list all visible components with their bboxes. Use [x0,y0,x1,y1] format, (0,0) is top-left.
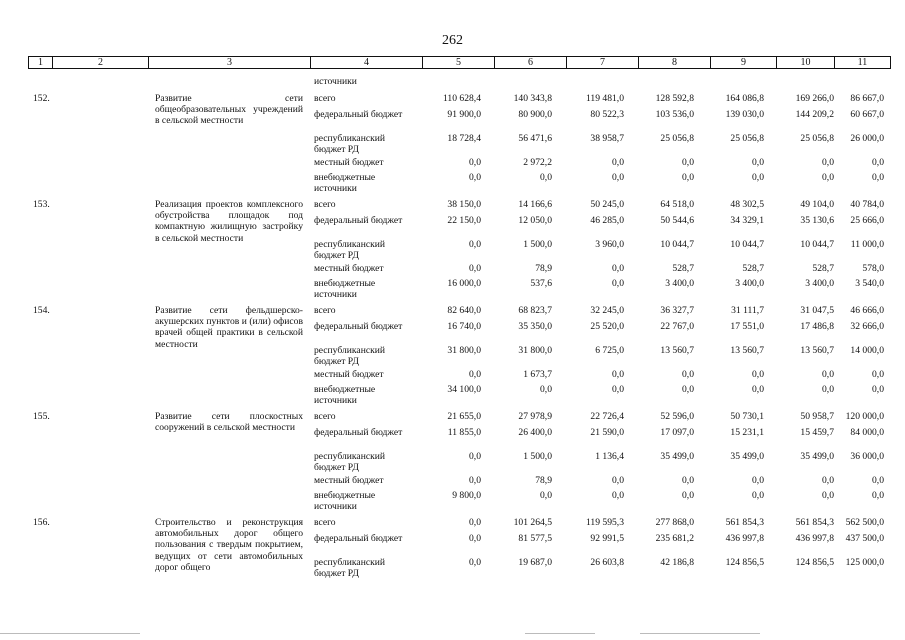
funding-source: республиканский бюджет РД [314,132,386,155]
value-cell: 12 050,0 [518,214,552,226]
value-cell: 0,0 [682,474,694,486]
value-cell: 1 500,0 [523,238,552,250]
value-cell: 84 000,0 [850,426,884,438]
funding-source: федеральный бюджет [314,532,403,544]
value-cell: 0,0 [469,532,481,544]
value-cell: 3 400,0 [665,278,694,289]
funding-source: федеральный бюджет [314,108,403,120]
value-cell: 25 056,8 [800,132,834,144]
value-cell: 0,0 [540,172,552,183]
value-cell: 26 400,0 [518,426,552,438]
value-cell: 0,0 [469,450,481,462]
value-cell: 0,0 [752,172,764,183]
value-cell: 0,0 [752,368,764,380]
value-cell: 35 350,0 [518,320,552,332]
value-cell: 18 728,4 [447,132,481,144]
value-cell: 48 302,5 [730,199,764,210]
funding-source: местный бюджет [314,368,384,380]
value-cell: 0,0 [872,156,884,168]
value-cell: 0,0 [469,368,481,380]
value-cell: 56 471,6 [518,132,552,144]
value-cell: 81 577,5 [518,532,552,544]
value-cell: 31 111,7 [731,305,764,316]
funding-source: местный бюджет [314,156,384,168]
value-cell: 13 560,7 [660,344,694,356]
value-cell: 1 136,4 [595,450,624,462]
value-cell: 11 000,0 [850,238,884,250]
value-cell: 125 000,0 [845,556,884,568]
value-cell: 169 266,0 [795,93,834,104]
value-cell: 27 978,9 [518,411,552,422]
value-cell: 0,0 [872,368,884,380]
column-header-row [28,56,891,69]
value-cell: 437 500,0 [845,532,884,544]
funding-source: всего [314,93,336,104]
value-cell: 0,0 [540,490,552,501]
value-cell: 21 590,0 [590,426,624,438]
value-cell: 0,0 [469,156,481,168]
value-cell: 68 823,7 [518,305,552,316]
value-cell: 6 725,0 [595,344,624,356]
value-cell: 3 540,0 [855,278,884,289]
value-cell: 0,0 [822,368,834,380]
funding-source: республиканский бюджет РД [314,344,386,367]
value-cell: 10 044,7 [730,238,764,250]
value-cell: 15 231,1 [730,426,764,438]
value-cell: 38 150,0 [447,199,481,210]
value-cell: 42 186,8 [660,556,694,568]
value-cell: 0,0 [612,262,624,274]
value-cell: 31 800,0 [447,344,481,356]
value-cell: 0,0 [612,384,624,395]
value-cell: 140 343,8 [513,93,552,104]
funding-source: внебюджетные источники [314,172,376,195]
column-header-2: 2 [53,57,149,69]
value-cell: 35 499,0 [730,450,764,462]
value-cell: 25 056,8 [730,132,764,144]
value-cell: 144 209,2 [795,108,834,120]
value-cell: 0,0 [872,490,884,501]
value-cell: 13 560,7 [730,344,764,356]
value-cell: 436 997,8 [725,532,764,544]
value-cell: 22 767,0 [660,320,694,332]
value-cell: 31 800,0 [518,344,552,356]
value-cell: 19 687,0 [518,556,552,568]
funding-source: всего [314,517,336,528]
value-cell: 0,0 [469,262,481,274]
value-cell: 0,0 [612,490,624,501]
value-cell: 0,0 [872,474,884,486]
value-cell: 80 522,3 [590,108,624,120]
value-cell: 49 104,0 [800,199,834,210]
value-cell: 46 285,0 [590,214,624,226]
value-cell: 46 666,0 [850,305,884,316]
value-cell: 0,0 [682,156,694,168]
value-cell: 0,0 [822,474,834,486]
value-cell: 14 000,0 [850,344,884,356]
value-cell: 35 499,0 [660,450,694,462]
funding-source: местный бюджет [314,474,384,486]
value-cell: 528,7 [672,262,694,274]
value-cell: 0,0 [752,384,764,395]
source-label: источники [314,76,357,87]
funding-source: федеральный бюджет [314,214,403,226]
row-description: Развитие сети фельдшерско-акушерских пунктов и (или) офисов врачей общей практики в сельской местности [155,305,303,350]
value-cell: 64 518,0 [660,199,694,210]
column-header-1: 1 [29,57,53,69]
value-cell: 60 667,0 [850,108,884,120]
value-cell: 26 603,8 [590,556,624,568]
value-cell: 26 000,0 [850,132,884,144]
value-cell: 561 854,3 [795,517,834,528]
value-cell: 119 481,0 [585,93,624,104]
value-cell: 21 655,0 [447,411,481,422]
value-cell: 92 991,5 [590,532,624,544]
value-cell: 139 030,0 [725,108,764,120]
value-cell: 50 958,7 [800,411,834,422]
value-cell: 124 856,5 [795,556,834,568]
value-cell: 120 000,0 [845,411,884,422]
value-cell: 1 500,0 [523,450,552,462]
value-cell: 0,0 [612,278,624,289]
value-cell: 235 681,2 [655,532,694,544]
value-cell: 9 800,0 [452,490,481,501]
column-header-3: 3 [149,57,311,69]
value-cell: 36 000,0 [850,450,884,462]
value-cell: 436 997,8 [795,532,834,544]
value-cell: 164 086,8 [725,93,764,104]
row-description: Реализация проектов комплексного обустройства площадок под компактную жилищную застройку в сельской местности [155,199,303,244]
funding-source: федеральный бюджет [314,320,403,332]
row-description: Развитие сети плоскостных сооружений в сельской местности [155,411,303,434]
value-cell: 0,0 [872,384,884,395]
value-cell: 22 726,4 [590,411,624,422]
value-cell: 0,0 [872,172,884,183]
value-cell: 10 044,7 [660,238,694,250]
value-cell: 0,0 [469,238,481,250]
value-cell: 0,0 [612,156,624,168]
value-cell: 36 327,7 [660,305,694,316]
value-cell: 31 047,5 [800,305,834,316]
value-cell: 35 130,6 [800,214,834,226]
page-number: 262 [442,33,463,48]
value-cell: 110 628,4 [442,93,481,104]
column-header-7: 7 [567,57,639,69]
value-cell: 32 245,0 [590,305,624,316]
value-cell: 0,0 [540,384,552,395]
funding-source: внебюджетные источники [314,278,376,301]
value-cell: 3 960,0 [595,238,624,250]
value-cell: 578,0 [862,262,884,274]
row-number: 156. [33,517,50,528]
value-cell: 50 730,1 [730,411,764,422]
funding-source: всего [314,305,336,316]
value-cell: 528,7 [812,262,834,274]
funding-source: федеральный бюджет [314,426,403,438]
value-cell: 119 595,3 [585,517,624,528]
column-header-9: 9 [711,57,777,69]
row-number: 153. [33,199,50,210]
funding-source: всего [314,411,336,422]
funding-source: республиканский бюджет РД [314,450,386,473]
value-cell: 0,0 [469,517,481,528]
value-cell: 82 640,0 [447,305,481,316]
value-cell: 0,0 [822,172,834,183]
value-cell: 0,0 [469,556,481,568]
value-cell: 103 536,0 [655,108,694,120]
value-cell: 0,0 [469,172,481,183]
value-cell: 22 150,0 [447,214,481,226]
value-cell: 17 551,0 [730,320,764,332]
value-cell: 3 400,0 [735,278,764,289]
funding-source: республиканский бюджет РД [314,238,386,261]
value-cell: 11 855,0 [447,426,481,438]
funding-source: внебюджетные источники [314,384,376,407]
value-cell: 128 592,8 [655,93,694,104]
funding-source: внебюджетные источники [314,490,376,513]
value-cell: 17 097,0 [660,426,694,438]
value-cell: 0,0 [822,156,834,168]
value-cell: 50 245,0 [590,199,624,210]
column-header-6: 6 [495,57,567,69]
value-cell: 124 856,5 [725,556,764,568]
bottom-rule [640,633,760,634]
value-cell: 0,0 [682,384,694,395]
value-cell: 34 100,0 [447,384,481,395]
column-header-8: 8 [639,57,711,69]
value-cell: 1 673,7 [523,368,552,380]
funding-source: всего [314,199,336,210]
value-cell: 32 666,0 [850,320,884,332]
value-cell: 15 459,7 [800,426,834,438]
value-cell: 537,6 [530,278,552,289]
value-cell: 101 264,5 [513,517,552,528]
value-cell: 34 329,1 [730,214,764,226]
value-cell: 25 520,0 [590,320,624,332]
column-header-4: 4 [311,57,423,69]
value-cell: 0,0 [682,490,694,501]
bottom-rule [0,633,140,634]
row-description: Развитие сети общеобразовательных учреждений в сельской местности [155,93,303,127]
value-cell: 78,9 [535,262,552,274]
value-cell: 78,9 [535,474,552,486]
value-cell: 0,0 [612,474,624,486]
value-cell: 16 740,0 [447,320,481,332]
value-cell: 0,0 [612,172,624,183]
value-cell: 13 560,7 [800,344,834,356]
row-number: 154. [33,305,50,316]
value-cell: 528,7 [742,262,764,274]
value-cell: 0,0 [822,490,834,501]
column-header-5: 5 [423,57,495,69]
row-description: Строительство и реконструкция автомобильных дорог общего пользования с твердым покрытием, ведущих от сети автомобильных дорог общего [155,517,303,573]
value-cell: 38 958,7 [590,132,624,144]
value-cell: 0,0 [682,368,694,380]
value-cell: 86 667,0 [850,93,884,104]
value-cell: 0,0 [822,384,834,395]
value-cell: 0,0 [752,490,764,501]
value-cell: 25 056,8 [660,132,694,144]
value-cell: 2 972,2 [523,156,552,168]
value-cell: 0,0 [469,474,481,486]
value-cell: 14 166,6 [518,199,552,210]
value-cell: 91 900,0 [447,108,481,120]
value-cell: 0,0 [752,156,764,168]
value-cell: 562 500,0 [845,517,884,528]
value-cell: 0,0 [752,474,764,486]
value-cell: 35 499,0 [800,450,834,462]
column-header-10: 10 [777,57,835,69]
value-cell: 52 596,0 [660,411,694,422]
value-cell: 17 486,8 [800,320,834,332]
value-cell: 50 544,6 [660,214,694,226]
value-cell: 3 400,0 [805,278,834,289]
funding-source: местный бюджет [314,262,384,274]
value-cell: 277 868,0 [655,517,694,528]
column-header-11: 11 [835,57,891,69]
value-cell: 0,0 [612,368,624,380]
row-number: 155. [33,411,50,422]
row-number: 152. [33,93,50,104]
value-cell: 80 900,0 [518,108,552,120]
funding-source: республиканский бюджет РД [314,556,386,579]
value-cell: 561 854,3 [725,517,764,528]
value-cell: 10 044,7 [800,238,834,250]
value-cell: 16 000,0 [447,278,481,289]
value-cell: 40 784,0 [850,199,884,210]
value-cell: 0,0 [682,172,694,183]
bottom-rule [525,633,595,634]
value-cell: 25 666,0 [850,214,884,226]
